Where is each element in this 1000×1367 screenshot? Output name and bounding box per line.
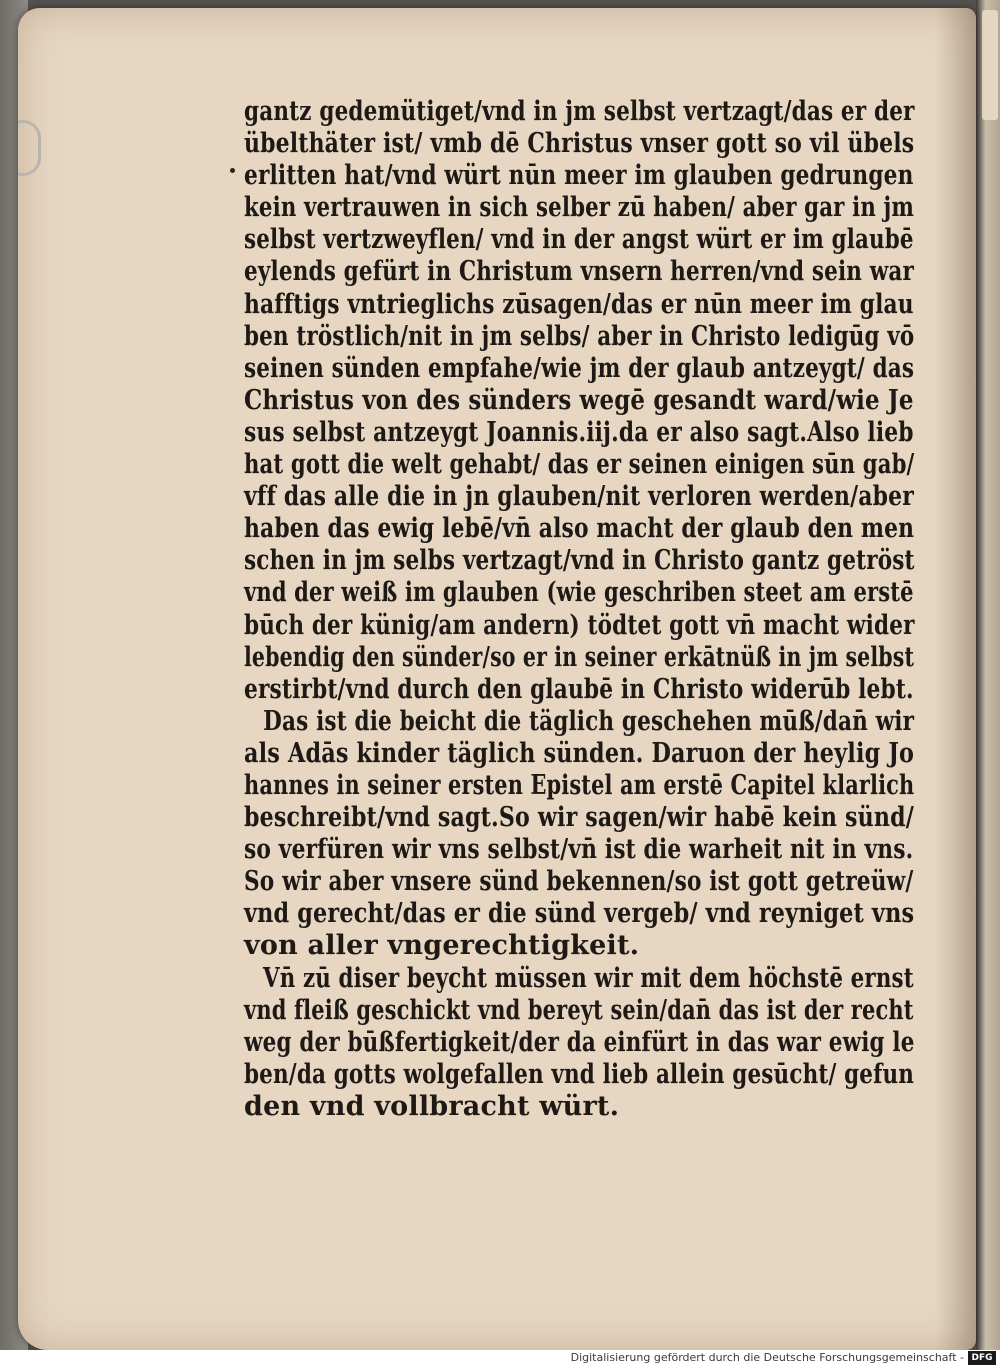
text-line: haben das ewig lebē/vn̄ also macht der glaub den men [244,513,915,545]
text-line: den vnd vollbracht würt. [244,1090,620,1122]
text-line: übelthäter ist/ vmb dē Christus vnser gott so vil übels [244,128,915,160]
text-line: weg der būßfertigkeit/der da einfürt in das war ewig le [244,1026,915,1058]
paragraph-start-line: Vn̄ zū diser beycht müssen wir mit dem höchstē ernst [262,962,914,994]
text-line: gantz gedemütiget/vnd in jm selbst vertzagt/das er der [244,96,915,127]
text-line: beschreibt/vnd sagt.So wir sagen/wir habē kein sünd/ [244,802,914,834]
body-text [244,96,914,1123]
ink-mark [230,168,235,173]
book-page-edges [976,0,1000,1350]
text-line: von aller vngerechtigkeit. [244,930,640,962]
text-line: Christus von des sünders wegē gesandt ward/wie Je [244,384,914,416]
text-line: kein vertrauwen in sich selber zū haben/ aber gar in jm [244,192,915,224]
binding-clip [18,120,41,176]
text-line: erlitten hat/vnd würt nūn meer im glauben gedrungen [244,160,914,192]
text-line: vnd der weiß im glauben (wie geschriben steet am erstē [244,577,914,609]
text-line: hannes in seiner ersten Epistel am erstē Capitel klarlich [244,769,915,801]
text-line: vff das alle die in jn glauben/nit verloren werden/aber [244,481,914,513]
text-line: lebendig den sünder/so er in seiner erkātnüß in jm selbst [244,641,915,673]
text-line: hafftigs vntrieglichs zūsagen/das er nūn meer im glau [244,288,914,320]
text-line: eylends gefürt in Christum vnsern herren/vnd sein war [244,256,915,288]
text-line: erstirbt/vnd durch den glaubē in Christo widerūb lebt. [244,673,914,705]
paragraph-start-line: Das ist die beicht die täglich geschehen mūß/dan̄ wir [263,705,915,737]
text-line: vnd fleiß geschickt vnd bereyt sein/dan̄ das ist der recht [244,994,914,1026]
text-line: ben tröstlich/nit in jm selbs/ aber in Christo ledigūg vō [244,320,915,352]
text-line: seinen sünden empfahe/wie jm der glaub antzeygt/ das [244,352,915,384]
text-line: so verfüren wir vns selbst/vn̄ ist die warheit nit in vns. [244,834,914,866]
text-line: So wir aber vnsere sünd bekennen/so ist gott getreüw/ [244,866,914,898]
page-fold-shadow [936,8,976,1350]
dfg-logo: DFG [968,1351,996,1365]
page-tab [982,10,998,120]
text-line: vnd gerecht/das er die sünd vergeb/ vnd reyniget vns [244,898,915,930]
text-line: selbst vertzweyflen/ vnd in der angst würt er im glaubē [244,224,914,256]
footer-credit: Digitalisierung gefördert durch die Deutsche Forschungsgemeinschaft - [570,1351,964,1364]
digitization-footer [0,1350,1000,1367]
text-line: schen in jm selbs vertzagt/vnd in Christo gantz getröst [244,545,915,577]
text-line: als Adās kinder täglich sünden. Daruon der heylig Jo [244,737,915,769]
text-line: hat gott die welt gehabt/ das er seinen einigen sūn gab/ [244,449,915,481]
text-line: sus selbst antzeygt Joannis.iij.da er also sagt.Also lieb [244,416,914,448]
text-line: būch der künig/am andern) tödtet gott vn̄ macht wider [244,609,915,641]
text-line: ben/da gotts wolgefallen vnd lieb allein gesūcht/ gefun [244,1058,915,1090]
